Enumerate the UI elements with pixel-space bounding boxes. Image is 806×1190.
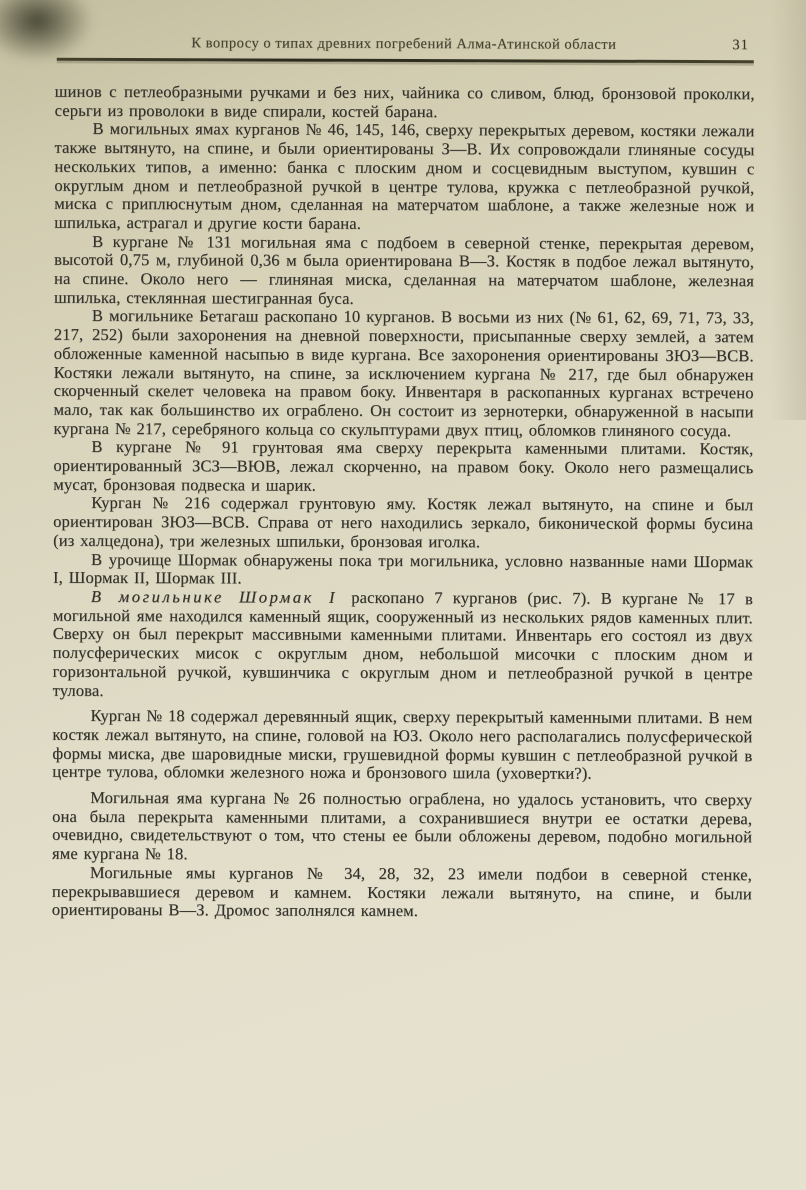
scan-edge-shade [770, 0, 806, 420]
paragraph-kurgan-216: Курган № 216 содержал грунтовую яму. Костяк лежал вытянуто, на спине и был ориентирован ЗЮЗ—ВСВ. Справа от него находились зеркало, биконической формы бусина (из халцедона), три железных шпильки, бронзовая иголка. [53, 493, 754, 552]
running-header-title: К вопросу о типах древних погребений Алма-Атинской области [191, 35, 617, 53]
paragraph-kurgan-18: Курган № 18 содержал деревянный ящик, сверху перекрытый каменными плитами. В нем костяк лежал вытянуто, на спине, головой на ЮЗ. Около него располагались полусферической формы миска, две шаровидные миски, грушевидной формы кувшин с петлеобразной ручкой в центре тулова, обломки железного ножа и бронзового шила (уховертки?). [52, 706, 753, 783]
paragraph-kurgans-46-145-146: В могильных ямах курганов № 46, 145, 146, сверху перекрытых деревом, костяки лежали также вытянуто, на спине, и были ориентированы З—В. Их сопровождали глиняные сосуды нескольких типов, а именно: банка с плоским дном и сосцевидным выступом, кувшин с округлым дном и петлеобразной ручкой в центре тулова, кружка с петлеобразной ручкой, миска с приплюснутым дном, сделанная на матерчатом шаблоне, а также железные нож и шпилька, астрагал и другие кости барана. [54, 119, 755, 233]
paragraph-betagash: В могильнике Бетагаш раскопано 10 курганов. В восьми из них (№ 61, 62, 69, 71, 73, 33, 217, 252) были захоронения на дневной поверхности, присыпанные сверху землей, а затем обложенные каменной насыпью в виде кургана. Все захоронения ориентированы ЗЮЗ—ВСВ. Костяки лежали вытянуто, на спине, за исключением кургана № 217, где был обнаружен скорченный скелет человека на правом боку. Инвентаря в раскопанных курганах встречено мало, так как большинство их ограблено. Он состоит из зернотерки, обнаруженной в насыпи кургана № 217, серебряного кольца со скульптурами двух птиц, обломков глиняного сосуда. [53, 306, 754, 440]
paragraph-continuation: шинов с петлеобразными ручками и без них, чайника со сливом, блюд, бронзовой проколки, серьги из проволоки в виде спирали, костей барана. [54, 81, 755, 121]
running-header [57, 35, 751, 54]
paragraph-shormak-1 [53, 588, 753, 703]
page-number: 31 [732, 37, 749, 54]
paragraph-kurgans-34-28-32-23: Могильные ямы курганов № 34, 28, 32, 23 имели подбои в северной стенке, перекрывавшиеся деревом и камнем. Костяки лежали вытянуто, на спине, и были ориентированы В—З. Дромос заполнялся камнем. [51, 862, 752, 921]
paragraph-kurgan-91: В кургане № 91 грунтовая яма сверху перекрыта каменными плитами. Костяк, ориентированный ЗСЗ—ВЮВ, лежал скорченно, на правом боку. Около него размещались мусат, бронзовая подвеска и шарик. [53, 437, 754, 495]
header-rule [57, 58, 754, 63]
paragraph-kurgan-26: Могильная яма кургана № 26 полностью ограблена, но удалось установить, что сверху она была перекрыта каменными плитами, а сохранившиеся внутри ее остатки дерева, очевидно, свидетельствуют о том, что стены ее были обложены деревом, подобно могильной яме кургана № 18. [51, 787, 753, 864]
paragraph-kurgan-131: В кургане № 131 могильная яма с подбоем в северной стенке, перекрытая деревом, высотой 0,75 м, глубиной 0,36 м была ориентирована В—З. Костяк в подбое лежал вытянуто, на спине. Около него — глиняная миска, сделанная на матерчатом шаблоне, железная шпилька, стеклянная шестигранная буса. [53, 231, 755, 308]
paragraph-rest: раскопано 7 курганов (рис. 7). В кургане № 17 в могильной яме находился каменный ящик, сооруженный из нескольких рядов каменных плит. Сверху он был перекрыт массивными каменными плитами. Инвентарь его состоял из двух полусферических мисок с округлым дном, небольшой мисочки с плоским дном и горизонтальной ручкой, кувшинчика с округлым дном и петлеобразной ручкой в центре тулова. [52, 587, 753, 700]
text-block [52, 83, 755, 922]
paragraph-lead-italic: В могильнике Шормак I [90, 586, 338, 607]
paragraph-shormak-tract: В урочище Шормак обнаружены пока три могильника, условно названные нами Шормак I, Шормак II, Шормак III. [52, 549, 754, 588]
